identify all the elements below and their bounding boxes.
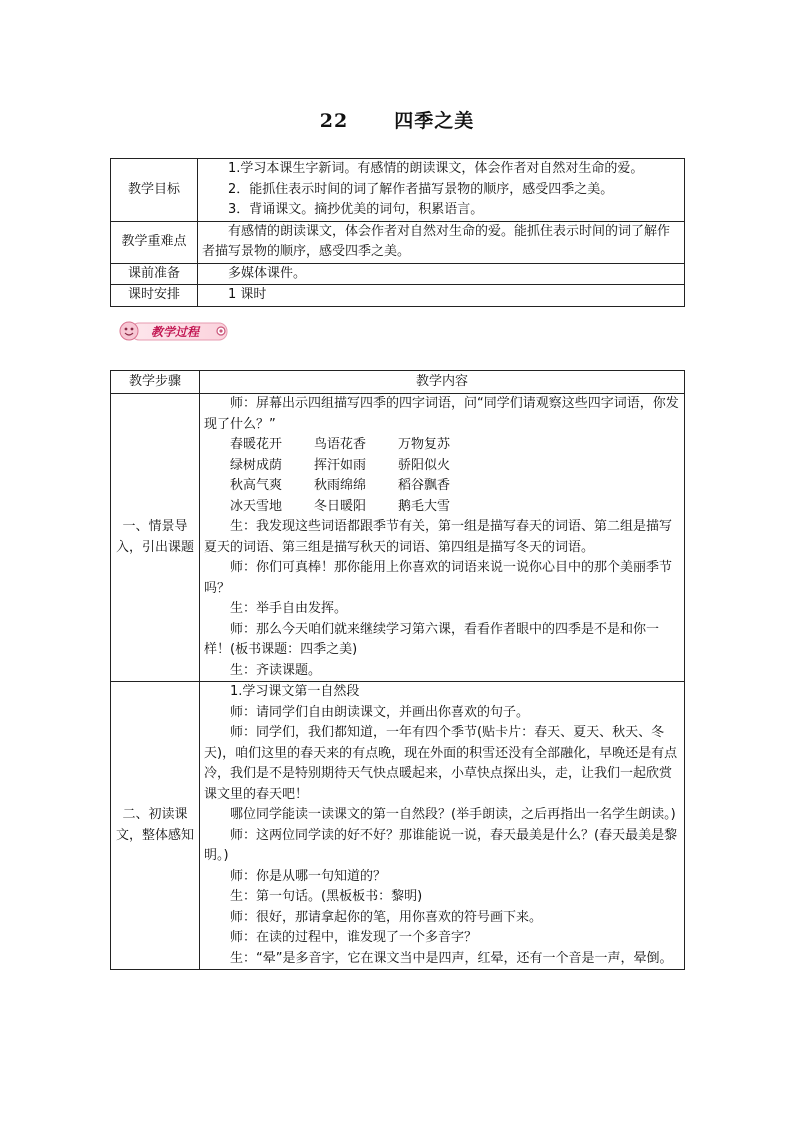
paragraph: 师：屏幕出示四组描写四季的四字词语，问“同学们请观察这些四字词语，你发现了什么？” [204, 396, 679, 432]
paragraph: 生：举手自由发挥。 [230, 601, 348, 616]
schedule-text: 1 课时 [228, 287, 267, 302]
word-row [204, 476, 680, 497]
paragraph: 师：这两位同学读的好不好？那谁能说一说，春天最美是什么？(春天最美是黎明。) [204, 827, 678, 863]
step2-content [200, 682, 685, 970]
preparation-text: 多媒体课件。 [228, 265, 307, 281]
step1-label: 一、情景导入，引出课题 [111, 394, 200, 682]
key-points-text: 有感情的朗读课文，体会作者对自然对生命的爱。能抓住表示时间的词了解作者描写景物的顺序，感受四季之美。 [202, 223, 671, 259]
word: 冬日暖阳 [314, 498, 367, 514]
lesson-title: 四季之美 [394, 110, 475, 132]
paragraph: 师：那么今天咱们就来继续学习第六课，看看作者眼中的四季是不是和你一样！(板书课题：四季之美) [204, 621, 660, 657]
paragraph: 生：我发现这些词语都跟季节有关，第一组是描写春天的词语、第二组是描写夏天的词语、第三组是描写秋天的词语、第四组是描写冬天的词语。 [204, 519, 673, 555]
word: 鹅毛大雪 [398, 498, 451, 514]
word: 万物复苏 [398, 437, 451, 452]
paragraph: 师：你是从哪一句知道的？ [230, 868, 387, 884]
paragraph: 生：齐读课题。 [230, 662, 322, 678]
paragraph: 师：请同学们自由朗读课文，并画出你喜欢的句子。 [230, 704, 530, 720]
process-table [110, 370, 685, 970]
label-key-points: 教学重难点 [111, 221, 198, 263]
word: 绿树成荫 [230, 457, 283, 473]
label-schedule: 课时安排 [111, 285, 198, 307]
paragraph: 生：“晕”是多音字，它在课文当中是四声，红晕，还有一个音是一声，晕倒。 [230, 950, 673, 966]
paragraph: 生：第一句话。(黑板板书：黎明) [230, 889, 423, 904]
goal-line: 2．能抓住表示时间的词了解作者描写景物的顺序，感受四季之美。 [228, 181, 614, 197]
paragraph: 哪位同学能读一读课文的第一自然段？(举手朗读，之后再指出一名学生朗读。) [230, 807, 676, 822]
header-step: 教学步骤 [111, 371, 200, 394]
word: 秋雨绵绵 [314, 478, 367, 493]
word-row [204, 435, 680, 456]
lesson-number: 22 [319, 110, 349, 132]
word: 挥汗如雨 [314, 457, 367, 473]
teaching-process-banner [117, 318, 230, 344]
paragraph: 师：同学们，我们都知道，一年有四个季节(贴卡片：春天、夏天、秋天、冬天)，咱们这里的春天来的有点晚，现在外面的积雪还没有全部融化，早晚还是有点冷，我们是不是特别期待天气快点暖起来，小草快点探出头，走，让我们一起欣赏课文里的春天吧！ [204, 725, 678, 802]
goal-line: 1.学习本课生字新词。有感情的朗读课文，体会作者对自然对生命的爱。 [228, 161, 644, 176]
header-content: 教学内容 [200, 371, 685, 394]
page-title [0, 106, 794, 133]
word: 秋高气爽 [230, 478, 283, 493]
paragraph: 师：你们可真棒！那你能用上你喜欢的词语来说一说你心目中的那个美丽季节吗？ [204, 560, 673, 596]
label-goals: 教学目标 [111, 159, 198, 222]
word-row [204, 456, 680, 477]
word: 稻谷飘香 [398, 478, 451, 493]
word: 骄阳似火 [398, 457, 451, 473]
goals-content [198, 159, 685, 222]
step1-content [200, 394, 685, 682]
schedule-content [198, 285, 685, 307]
label-preparation: 课前准备 [111, 263, 198, 285]
paragraph: 师：在读的过程中，谁发现了一个多音字？ [230, 930, 478, 945]
banner-text: 教学过程 [150, 325, 200, 339]
paragraph: 师：很好，那请拿起你的笔，用你喜欢的符号画下来。 [230, 909, 543, 925]
word: 鸟语花香 [314, 437, 367, 452]
word: 冰天雪地 [230, 498, 283, 514]
step2-label: 二、初读课文，整体感知 [111, 682, 200, 970]
word-row [204, 497, 680, 518]
preparation-content [198, 263, 685, 285]
sub-heading: 1.学习课文第一自然段 [230, 684, 360, 699]
goal-line: 3．背诵课文。摘抄优美的词句，积累语言。 [228, 202, 484, 217]
word: 春暖花开 [230, 437, 283, 452]
overview-table [110, 158, 685, 307]
key-points-content [198, 221, 685, 263]
